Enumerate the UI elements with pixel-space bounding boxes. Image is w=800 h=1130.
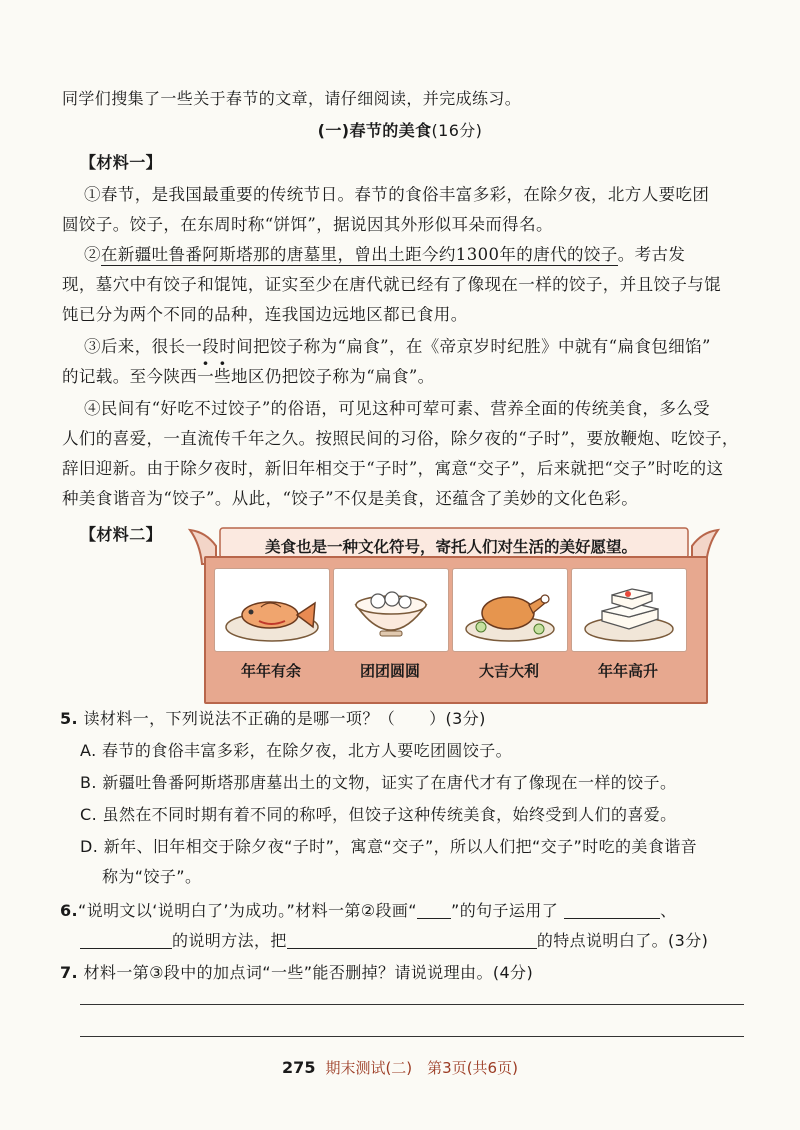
m1-p3-line2 [62,366,435,388]
q5-option-b[interactable]: B. 新疆吐鲁番阿斯塔那唐墓出土的文物，证实了在唐代才有了像现在一样的饺子。 [80,773,677,792]
q5-number: 5. [60,709,79,728]
q6-blank-3[interactable] [287,930,537,949]
caption-tangyuan: 团团圆圆 [359,662,420,680]
q5-stem-text: 读材料一，下列说法不正确的是哪一项？（ [83,709,396,728]
q7-text: 材料一第③段中的加点词“一些”能否删掉？请说说理由。(4分) [83,963,534,982]
m1-p1-line2: 圆饺子。饺子，在东周时称“饼饵”，据说因其外形似耳朵而得名。 [62,215,553,234]
q7-answer-line-2[interactable] [80,1036,744,1037]
q5-stem [60,708,486,730]
tangyuan-bowl-icon [334,569,448,651]
section-title-text: (一)春节的美食 [317,121,432,140]
footer-text: 期末测试(二) 第3页(共6页) [325,1059,518,1077]
m1-p2-marker: ② [84,245,101,264]
q6-number: 6. [60,901,79,920]
q6-text-a: “说明文以‘说明白了’为成功。”材料一第②段画“ [78,901,417,920]
underlined-sentence: 在新疆吐鲁番阿斯塔那的唐墓里，曾出土距今约1300年的唐代的饺子 [100,245,618,264]
q7-number: 7. [60,963,79,982]
banner-slogan: 美食也是一种文化符号，寄托人们对生活的美好愿望。 [264,538,637,556]
m1-p2-line1 [84,244,685,266]
dotted-char-xie: 些 [214,367,232,386]
tile-tangyuan [333,568,449,652]
roast-chicken-icon [453,569,567,651]
m1-p1-line1: ①春节，是我国最重要的传统节日。春节的食俗丰富多彩，在除夕夜，北方人要吃团 [84,185,710,204]
q6-text-b: ”的句子运用了 [451,901,559,920]
m1-p2-line3: 饨已分为两个不同的品种，连我国边远地区都已食用。 [62,305,468,324]
m1-p4-line4: 种美食谐音为“饺子”。从此，“饺子”不仅是美食，还蕴含了美妙的文化色彩。 [62,489,639,508]
section-title [0,120,800,142]
q5-option-c[interactable]: C. 虽然在不同时期有着不同的称呼，但饺子这种传统美食，始终受到人们的喜爱。 [80,805,677,824]
q6-line1 [60,900,677,922]
tile-fish [214,568,330,652]
page-footer [0,1057,800,1078]
q6-blank-1[interactable] [564,900,660,919]
material2-label: 【材料二】 [80,525,163,544]
culture-banner [186,522,722,700]
m1-p3-line1: ③后来，很长一段时间把饺子称为“扁食”，在《帝京岁时纪胜》中就有“扁食包细馅” [84,337,711,356]
caption-fish: 年年有余 [240,662,301,680]
rice-cake-icon [572,569,686,651]
caption-niangao: 年年高升 [597,662,658,680]
q5-stem-end: ）(3分) [429,709,486,728]
q6-text-c: 、 [660,901,677,920]
m1-p4-line2: 人们的喜爱，一直流传千年之久。按照民间的习俗，除夕夜的“子时”，要放鞭炮、吃饺子， [62,429,739,448]
caption-chicken: 大吉大利 [478,662,539,680]
q5-option-d-cont: 称为“饺子”。 [102,867,202,886]
q5-option-d[interactable]: D. 新年、旧年相交于除夕夜“子时”，寓意“交子”，所以人们把“交子”时吃的美食谐音 [80,837,698,856]
intro-text: 同学们搜集了一些关于春节的文章，请仔细阅读，并完成练习。 [62,89,522,108]
m1-p3-line2-tail: 地区仍把饺子称为“扁食”。 [231,367,435,386]
q6-blank-2[interactable] [80,930,172,949]
m1-p4-line3: 辞旧迎新。由于除夕夜时，新旧年相交于“子时”，寓意“交子”，后来就把“交子”时吃的这 [62,459,724,478]
q6-text-e: 的特点说明白了。(3分) [536,931,709,950]
material1-label: 【材料一】 [80,153,163,172]
m1-p2-line1-tail: 。考古发 [617,245,686,264]
q7-stem [60,962,533,984]
page-number: 275 [282,1058,316,1077]
q6-mark-blank [417,900,451,919]
tile-niangao [571,568,687,652]
m1-p3-line2-head: 的记载。至今陕西 [62,367,198,386]
tile-chicken [452,568,568,652]
fish-dish-icon [215,569,329,651]
q5-option-a[interactable]: A. 春节的食俗丰富多彩，在除夕夜，北方人要吃团圆饺子。 [80,741,513,760]
dotted-char-yi: 一 [197,367,215,386]
m1-p4-line1: ④民间有“好吃不过饺子”的俗语，可见这种可荤可素、营养全面的传统美食，多么受 [84,399,711,418]
q7-answer-line-1[interactable] [80,1004,744,1005]
q6-line2 [80,930,708,952]
section-points: (16分) [431,121,483,140]
q6-text-d: 的说明方法，把 [172,931,287,950]
m1-p2-line2: 现，墓穴中有饺子和馄饨，证实至少在唐代就已经有了像现在一样的饺子，并且饺子与馄 [62,275,722,294]
